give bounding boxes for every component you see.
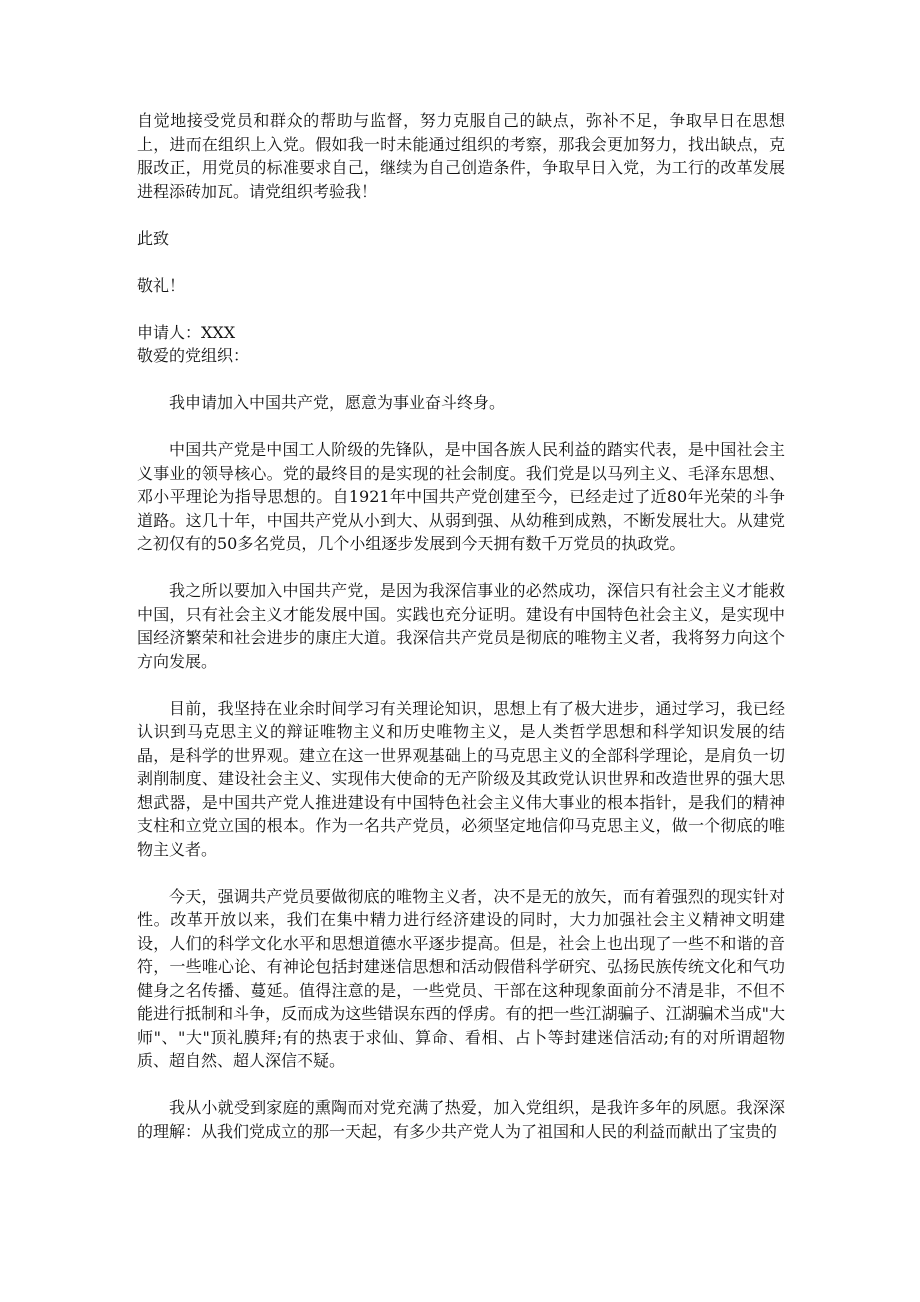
- paragraph-study: 目前，我坚持在业余时间学习有关理论知识，思想上有了极大进步，通过学习，我已经认识到马克思主义的辩证唯物主义和历史唯物主义，是人类哲学思想和科学知识发展的结晶，是科学的世界观。建立在这一世界观基础上的马克思主义的全部科学理论，是肩负一切剥削制度、建设社会主义、实现伟大使命的无产阶级及其政党认识世界和改造世界的强大思想武器，是中国共产党人推进建设有中国特色社会主义伟大事业的根本指针，是我们的精神支柱和立党立国的根本。作为一名共产党员，必须坚定地信仰马克思主义，做一个彻底的唯物主义者。: [137, 698, 785, 859]
- paragraph-aspiration: 我从小就受到家庭的熏陶而对党充满了热爱，加入党组织，是我许多年的夙愿。我深深的理解：从我们党成立的那一天起，有多少共产党人为了祖国和人民的利益而献出了宝贵的: [137, 1098, 785, 1141]
- letter-greeting: 敬爱的党组织：: [137, 346, 250, 365]
- paragraph-reason: 我之所以要加入中国共产党，是因为我深信事业的必然成功，深信只有社会主义才能救中国，只有社会主义才能发展中国。实践也充分证明。建设有中国特色社会主义，是实现中国经济繁荣和社会进步的康庄大道。我深信共产党员是彻底的唯物主义者，我将努力向这个方向发展。: [137, 581, 785, 671]
- paragraph-party-intro: 中国共产党是中国工人阶级的先锋队，是中国各族人民利益的踏实代表，是中国社会主义事业的领导核心。党的最终目的是实现的社会制度。我们党是以马列主义、毛泽东思想、邓小平理论为指导思想的。自1921年中国共产党创建至今，已经走过了近80年光荣的斗争道路。这几十年，中国共产党从小到大、从弱到强、从幼稚到成熟，不断发展壮大。从建党之初仅有的50多名党员，几个小组逐步发展到今天拥有数千万党员的执政党。: [137, 440, 785, 553]
- paragraph-commitment: 自觉地接受党员和群众的帮助与监督，努力克服自己的缺点，弥补不足，争取早日在思想上，进而在组织上入党。假如我一时未能通过组织的考察，那我会更加努力，找出缺点，克服改正，用党员的标准要求自己，继续为自己创造条件，争取早日入党，为工行的改革发展进程添砖加瓦。请党组织考验我！: [137, 111, 785, 201]
- document-body: [137, 109, 785, 1143]
- closing-salutation: 此致: [137, 228, 170, 248]
- paragraph-materialism: 今天，强调共产党员要做彻底的唯物主义者，决不是无的放矢，而有着强烈的现实针对性。改革开放以来，我们在集中精力进行经济建设的同时，大力加强社会主义精神文明建设，人们的科学文化水平和思想道德水平逐步提高。但是，社会上也出现了一些不和谐的音符，一些唯心论、有神论包括封建迷信思想和活动假借科学研究、弘扬民族传统文化和气功健身之名传播、蔓延。值得注意的是，一些党员、干部在这种现象面前分不清是非，不但不能进行抵制和斗争，反而成为这些错误东西的俘虏。有的把一些江湖骗子、江湖骗术当成"大师"、"大"顶礼膜拜;有的热衷于求仙、算命、看相、占卜等封建迷信活动;有的对所谓超物质、超自然、超人深信不疑。: [137, 886, 785, 1070]
- applicant-signature: 申请人：XXX: [137, 322, 236, 342]
- closing-regards: 敬礼！: [137, 275, 186, 295]
- paragraph-application: 我申请加入中国共产党，愿意为事业奋斗终身。: [169, 393, 506, 412]
